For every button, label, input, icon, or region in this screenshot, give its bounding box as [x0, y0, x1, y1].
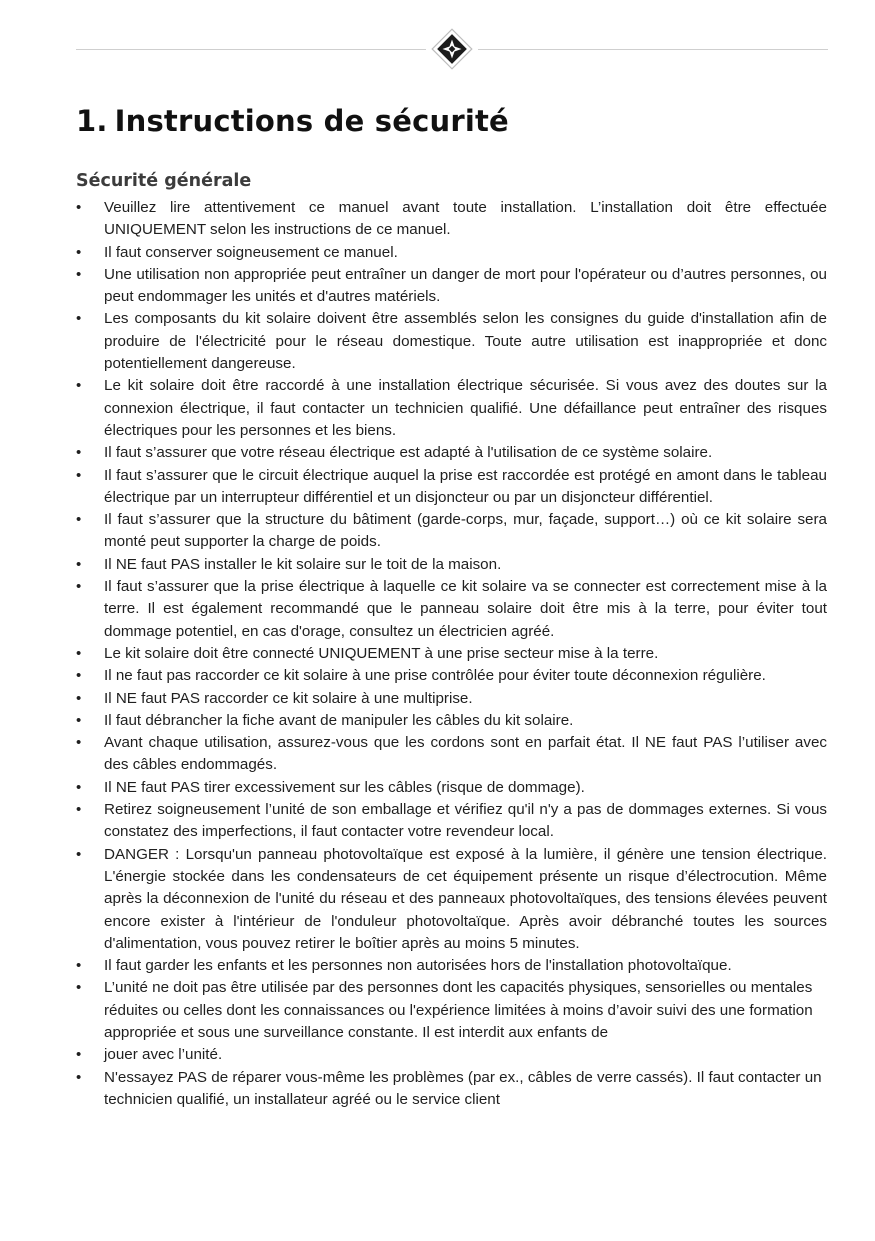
list-item: • Veuillez lire attentivement ce manuel avant toute installation. L’installation doit être effectuée UNIQUEMENT selon les instructions de ce manuel.	[76, 197, 827, 242]
safety-instructions-list	[76, 197, 827, 1111]
list-item: • Il faut conserver soigneusement ce manuel.	[76, 242, 827, 264]
diamond-ornament-icon	[428, 25, 476, 73]
list-item: • DANGER : Lorsqu'un panneau photovoltaïque est exposé à la lumière, il génère une tension électrique. L'énergie stockée dans les condensateurs de cet équipement présente un risque d’électrocution. Même après la déconnexion de l'unité du réseau et des panneaux photovoltaïques, des tensions élevées peuvent encore exister à l'intérieur de l'onduleur photovoltaïque. Après avoir débranché toutes les sources d'alimentation, vous pouvez retirer le boîtier après au moins 5 minutes.	[76, 844, 827, 955]
list-item: • Il ne faut pas raccorder ce kit solaire à une prise contrôlée pour éviter toute déconnexion régulière.	[76, 665, 827, 687]
list-item: • Le kit solaire doit être connecté UNIQUEMENT à une prise secteur mise à la terre.	[76, 643, 827, 665]
list-item: • Retirez soigneusement l’unité de son emballage et vérifiez qu'il n'y a pas de dommages externes. Si vous constatez des imperfections, il faut contacter votre revendeur local.	[76, 799, 827, 844]
list-item: • Il faut s’assurer que la prise électrique à laquelle ce kit solaire va se connecter est correctement mise à la terre. Il est également recommandé que le panneau solaire doit être mis à la terre, pour éviter tout dommage potentiel, en cas d'orage, consultez un électricien agréé.	[76, 576, 827, 643]
list-item: • jouer avec l’unité.	[76, 1044, 827, 1066]
list-item: • Il NE faut PAS tirer excessivement sur les câbles (risque de dommage).	[76, 777, 827, 799]
list-item: • Il NE faut PAS installer le kit solaire sur le toit de la maison.	[76, 554, 827, 576]
header-rule-right	[478, 49, 828, 50]
list-item: • Une utilisation non appropriée peut entraîner un danger de mort pour l'opérateur ou d’autres personnes, ou peut endommager les unités et d'autres matériels.	[76, 264, 827, 309]
section-number: 1.	[76, 104, 108, 138]
list-item: • L’unité ne doit pas être utilisée par des personnes dont les capacités physiques, sensorielles ou mentales réduites ou celles dont les connaissances ou l'expérience limitées à moins d’avoir suivi des une formation appropriée et sous une surveillance constante. Il est interdit aux enfants de	[76, 977, 827, 1044]
page-title	[76, 104, 509, 138]
list-item: • Il NE faut PAS raccorder ce kit solaire à une multiprise.	[76, 688, 827, 710]
list-item: • Les composants du kit solaire doivent être assemblés selon les consignes du guide d'installation afin de produire de l'électricité pour le réseau domestique. Toute autre utilisation est inappropriée et donc potentiellement dangereuse.	[76, 308, 827, 375]
list-item: • N'essayez PAS de réparer vous-même les problèmes (par ex., câbles de verre cassés). Il faut contacter un technicien qualifié, un installateur agréé ou le service client	[76, 1067, 827, 1112]
list-item: • Il faut garder les enfants et les personnes non autorisées hors de l'installation photovoltaïque.	[76, 955, 827, 977]
list-item: • Avant chaque utilisation, assurez-vous que les cordons sont en parfait état. Il NE faut PAS l’utiliser avec des câbles endommagés.	[76, 732, 827, 777]
section-subtitle: Sécurité générale	[76, 171, 252, 191]
list-item: • Il faut s’assurer que la structure du bâtiment (garde-corps, mur, façade, support…) où ce kit solaire sera monté peut supporter la charge de poids.	[76, 509, 827, 554]
header-rule-left	[76, 49, 426, 50]
list-item: • Le kit solaire doit être raccordé à une installation électrique sécurisée. Si vous avez des doutes sur la connexion électrique, il faut contacter un technicien qualifié. Une défaillance peut entraîner des risques électriques pour les personnes et les biens.	[76, 375, 827, 442]
list-item: • Il faut débrancher la fiche avant de manipuler les câbles du kit solaire.	[76, 710, 827, 732]
list-item: • Il faut s’assurer que votre réseau électrique est adapté à l'utilisation de ce système solaire.	[76, 442, 827, 464]
section-title: Instructions de sécurité	[114, 104, 509, 138]
list-item: • Il faut s’assurer que le circuit électrique auquel la prise est raccordée est protégé en amont dans le tableau électrique par un interrupteur différentiel et un disjoncteur ou par un disjoncteur différentiel.	[76, 465, 827, 510]
